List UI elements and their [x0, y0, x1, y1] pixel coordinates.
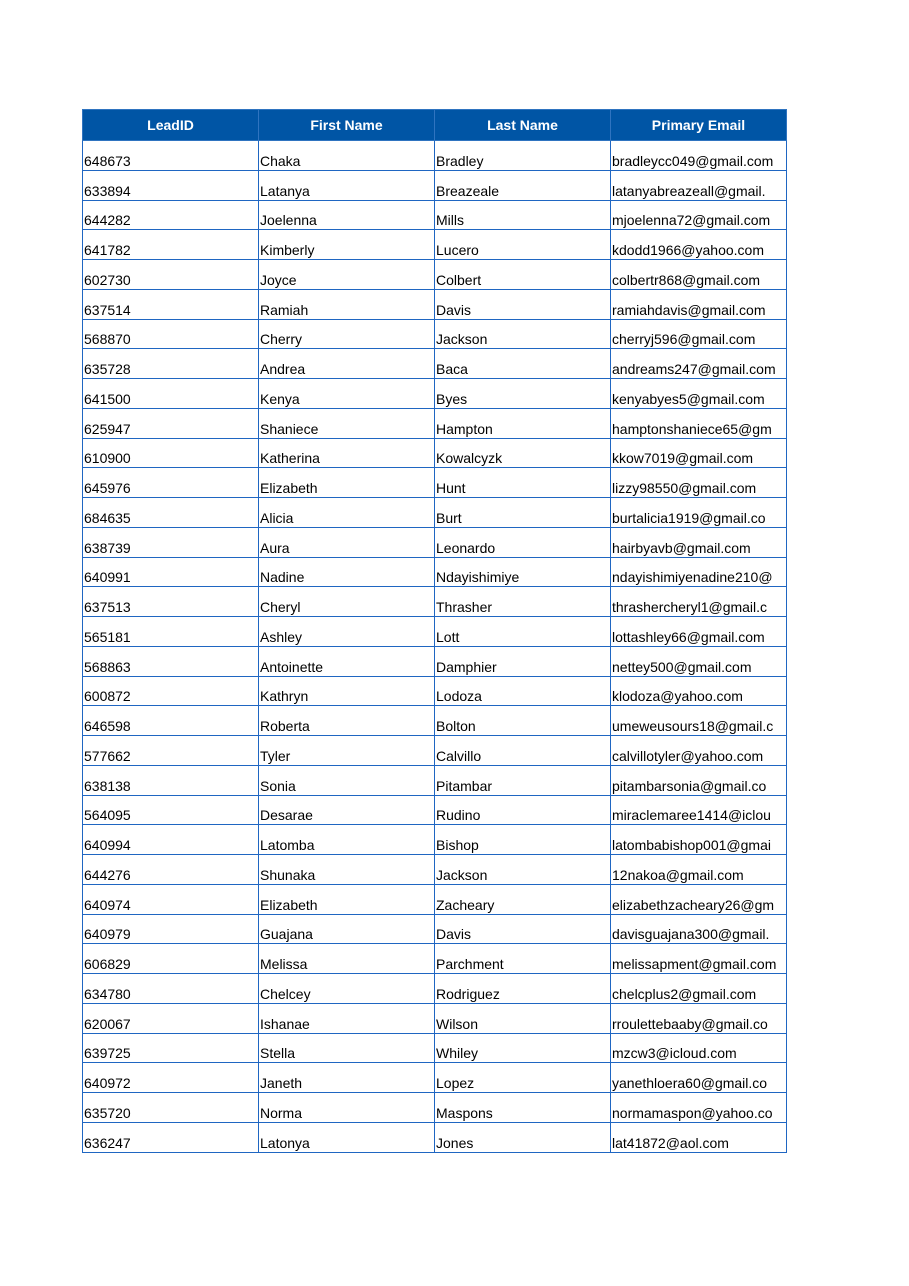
- lead-id-cell: 640994: [83, 825, 259, 855]
- table-body: [83, 141, 787, 1153]
- column-header-first-name: First Name: [259, 110, 435, 141]
- lead-id-cell: 633894: [83, 170, 259, 200]
- last-name-cell: Burt: [435, 498, 611, 528]
- first-name-cell: Kenya: [259, 379, 435, 409]
- first-name-cell: Melissa: [259, 944, 435, 974]
- first-name-cell: Shunaka: [259, 855, 435, 885]
- first-name-cell: Shaniece: [259, 408, 435, 438]
- lead-id-cell: 635720: [83, 1093, 259, 1123]
- table-row: [83, 200, 787, 230]
- lead-id-cell: 565181: [83, 617, 259, 647]
- email-cell: colbertr868@gmail.com: [611, 260, 787, 290]
- last-name-cell: Jones: [435, 1122, 611, 1152]
- lead-id-cell: 638739: [83, 527, 259, 557]
- table-row: [83, 855, 787, 885]
- lead-id-cell: 602730: [83, 260, 259, 290]
- table-row: [83, 646, 787, 676]
- email-cell: nettey500@gmail.com: [611, 646, 787, 676]
- lead-id-cell: 637514: [83, 289, 259, 319]
- table-row: [83, 736, 787, 766]
- header-row: [83, 110, 787, 141]
- lead-id-cell: 600872: [83, 676, 259, 706]
- lead-id-cell: 640974: [83, 884, 259, 914]
- table-row: [83, 349, 787, 379]
- email-cell: melissapment@gmail.com: [611, 944, 787, 974]
- lead-id-cell: 634780: [83, 974, 259, 1004]
- last-name-cell: Leonardo: [435, 527, 611, 557]
- last-name-cell: Kowalcyzk: [435, 438, 611, 468]
- email-cell: 12nakoa@gmail.com: [611, 855, 787, 885]
- last-name-cell: Parchment: [435, 944, 611, 974]
- column-header-leadid: LeadID: [83, 110, 259, 141]
- first-name-cell: Roberta: [259, 706, 435, 736]
- email-cell: mzcw3@icloud.com: [611, 1033, 787, 1063]
- email-cell: elizabethzacheary26@gm: [611, 884, 787, 914]
- first-name-cell: Latonya: [259, 1122, 435, 1152]
- table-row: [83, 587, 787, 617]
- lead-id-cell: 635728: [83, 349, 259, 379]
- email-cell: thrashercheryl1@gmail.c: [611, 587, 787, 617]
- last-name-cell: Rudino: [435, 795, 611, 825]
- last-name-cell: Thrasher: [435, 587, 611, 617]
- table-row: [83, 1122, 787, 1152]
- table-row: [83, 974, 787, 1004]
- table-row: [83, 1003, 787, 1033]
- lead-id-cell: 644276: [83, 855, 259, 885]
- lead-id-cell: 636247: [83, 1122, 259, 1152]
- table-row: [83, 260, 787, 290]
- last-name-cell: Colbert: [435, 260, 611, 290]
- lead-id-cell: 610900: [83, 438, 259, 468]
- first-name-cell: Katherina: [259, 438, 435, 468]
- email-cell: hamptonshaniece65@gm: [611, 408, 787, 438]
- table-row: [83, 527, 787, 557]
- leads-table: [82, 109, 787, 1153]
- email-cell: klodoza@yahoo.com: [611, 676, 787, 706]
- email-cell: cherryj596@gmail.com: [611, 319, 787, 349]
- email-cell: latanyabreazeall@gmail.: [611, 170, 787, 200]
- first-name-cell: Elizabeth: [259, 884, 435, 914]
- first-name-cell: Ramiah: [259, 289, 435, 319]
- first-name-cell: Latomba: [259, 825, 435, 855]
- lead-id-cell: 577662: [83, 736, 259, 766]
- last-name-cell: Bradley: [435, 141, 611, 171]
- first-name-cell: Stella: [259, 1033, 435, 1063]
- lead-id-cell: 606829: [83, 944, 259, 974]
- email-cell: mjoelenna72@gmail.com: [611, 200, 787, 230]
- first-name-cell: Elizabeth: [259, 468, 435, 498]
- first-name-cell: Latanya: [259, 170, 435, 200]
- email-cell: ndayishimiyenadine210@: [611, 557, 787, 587]
- first-name-cell: Janeth: [259, 1063, 435, 1093]
- last-name-cell: Wilson: [435, 1003, 611, 1033]
- first-name-cell: Tyler: [259, 736, 435, 766]
- table-row: [83, 319, 787, 349]
- lead-id-cell: 644282: [83, 200, 259, 230]
- first-name-cell: Ishanae: [259, 1003, 435, 1033]
- table-row: [83, 230, 787, 260]
- last-name-cell: Rodriguez: [435, 974, 611, 1004]
- table-row: [83, 408, 787, 438]
- email-cell: hairbyavb@gmail.com: [611, 527, 787, 557]
- first-name-cell: Sonia: [259, 765, 435, 795]
- email-cell: bradleycc049@gmail.com: [611, 141, 787, 171]
- last-name-cell: Hunt: [435, 468, 611, 498]
- first-name-cell: Kimberly: [259, 230, 435, 260]
- last-name-cell: Baca: [435, 349, 611, 379]
- last-name-cell: Pitambar: [435, 765, 611, 795]
- email-cell: lizzy98550@gmail.com: [611, 468, 787, 498]
- first-name-cell: Andrea: [259, 349, 435, 379]
- email-cell: normamaspon@yahoo.co: [611, 1093, 787, 1123]
- last-name-cell: Whiley: [435, 1033, 611, 1063]
- lead-id-cell: 637513: [83, 587, 259, 617]
- last-name-cell: Jackson: [435, 855, 611, 885]
- last-name-cell: Jackson: [435, 319, 611, 349]
- table-row: [83, 557, 787, 587]
- email-cell: lottashley66@gmail.com: [611, 617, 787, 647]
- first-name-cell: Cheryl: [259, 587, 435, 617]
- first-name-cell: Chaka: [259, 141, 435, 171]
- first-name-cell: Antoinette: [259, 646, 435, 676]
- lead-id-cell: 648673: [83, 141, 259, 171]
- last-name-cell: Davis: [435, 914, 611, 944]
- last-name-cell: Breazeale: [435, 170, 611, 200]
- table-row: [83, 676, 787, 706]
- email-cell: chelcplus2@gmail.com: [611, 974, 787, 1004]
- last-name-cell: Damphier: [435, 646, 611, 676]
- first-name-cell: Chelcey: [259, 974, 435, 1004]
- table-row: [83, 795, 787, 825]
- last-name-cell: Maspons: [435, 1093, 611, 1123]
- table-row: [83, 884, 787, 914]
- first-name-cell: Aura: [259, 527, 435, 557]
- first-name-cell: Joyce: [259, 260, 435, 290]
- lead-id-cell: 641782: [83, 230, 259, 260]
- last-name-cell: Calvillo: [435, 736, 611, 766]
- lead-id-cell: 684635: [83, 498, 259, 528]
- last-name-cell: Byes: [435, 379, 611, 409]
- table-row: [83, 617, 787, 647]
- table-row: [83, 468, 787, 498]
- email-cell: ramiahdavis@gmail.com: [611, 289, 787, 319]
- lead-id-cell: 564095: [83, 795, 259, 825]
- table-row: [83, 289, 787, 319]
- last-name-cell: Lopez: [435, 1063, 611, 1093]
- table-row: [83, 438, 787, 468]
- table-row: [83, 914, 787, 944]
- email-cell: kenyabyes5@gmail.com: [611, 379, 787, 409]
- last-name-cell: Lodoza: [435, 676, 611, 706]
- email-cell: andreams247@gmail.com: [611, 349, 787, 379]
- email-cell: burtalicia1919@gmail.co: [611, 498, 787, 528]
- column-header-last-name: Last Name: [435, 110, 611, 141]
- table-row: [83, 1093, 787, 1123]
- lead-id-cell: 625947: [83, 408, 259, 438]
- table-row: [83, 170, 787, 200]
- lead-id-cell: 640991: [83, 557, 259, 587]
- table-row: [83, 706, 787, 736]
- lead-id-cell: 568863: [83, 646, 259, 676]
- lead-id-cell: 646598: [83, 706, 259, 736]
- first-name-cell: Ashley: [259, 617, 435, 647]
- table-row: [83, 141, 787, 171]
- lead-id-cell: 640972: [83, 1063, 259, 1093]
- table-row: [83, 825, 787, 855]
- lead-id-cell: 641500: [83, 379, 259, 409]
- lead-id-cell: 640979: [83, 914, 259, 944]
- first-name-cell: Alicia: [259, 498, 435, 528]
- lead-id-cell: 638138: [83, 765, 259, 795]
- last-name-cell: Bolton: [435, 706, 611, 736]
- email-cell: lat41872@aol.com: [611, 1122, 787, 1152]
- table-row: [83, 765, 787, 795]
- email-cell: rroulettebaaby@gmail.co: [611, 1003, 787, 1033]
- first-name-cell: Joelenna: [259, 200, 435, 230]
- table-row: [83, 944, 787, 974]
- first-name-cell: Cherry: [259, 319, 435, 349]
- lead-id-cell: 568870: [83, 319, 259, 349]
- leads-sheet: [82, 109, 787, 1153]
- last-name-cell: Hampton: [435, 408, 611, 438]
- last-name-cell: Bishop: [435, 825, 611, 855]
- first-name-cell: Desarae: [259, 795, 435, 825]
- first-name-cell: Guajana: [259, 914, 435, 944]
- table-row: [83, 379, 787, 409]
- first-name-cell: Kathryn: [259, 676, 435, 706]
- last-name-cell: Zacheary: [435, 884, 611, 914]
- last-name-cell: Mills: [435, 200, 611, 230]
- email-cell: kkow7019@gmail.com: [611, 438, 787, 468]
- email-cell: kdodd1966@yahoo.com: [611, 230, 787, 260]
- email-cell: umeweusours18@gmail.c: [611, 706, 787, 736]
- last-name-cell: Davis: [435, 289, 611, 319]
- email-cell: davisguajana300@gmail.: [611, 914, 787, 944]
- first-name-cell: Nadine: [259, 557, 435, 587]
- lead-id-cell: 620067: [83, 1003, 259, 1033]
- email-cell: latombabishop001@gmai: [611, 825, 787, 855]
- last-name-cell: Lucero: [435, 230, 611, 260]
- email-cell: miraclemaree1414@iclou: [611, 795, 787, 825]
- lead-id-cell: 639725: [83, 1033, 259, 1063]
- lead-id-cell: 645976: [83, 468, 259, 498]
- email-cell: calvillotyler@yahoo.com: [611, 736, 787, 766]
- table-row: [83, 1033, 787, 1063]
- first-name-cell: Norma: [259, 1093, 435, 1123]
- column-header-primary-email: Primary Email: [611, 110, 787, 141]
- table-row: [83, 1063, 787, 1093]
- email-cell: yanethloera60@gmail.co: [611, 1063, 787, 1093]
- table-row: [83, 498, 787, 528]
- last-name-cell: Ndayishimiye: [435, 557, 611, 587]
- email-cell: pitambarsonia@gmail.co: [611, 765, 787, 795]
- last-name-cell: Lott: [435, 617, 611, 647]
